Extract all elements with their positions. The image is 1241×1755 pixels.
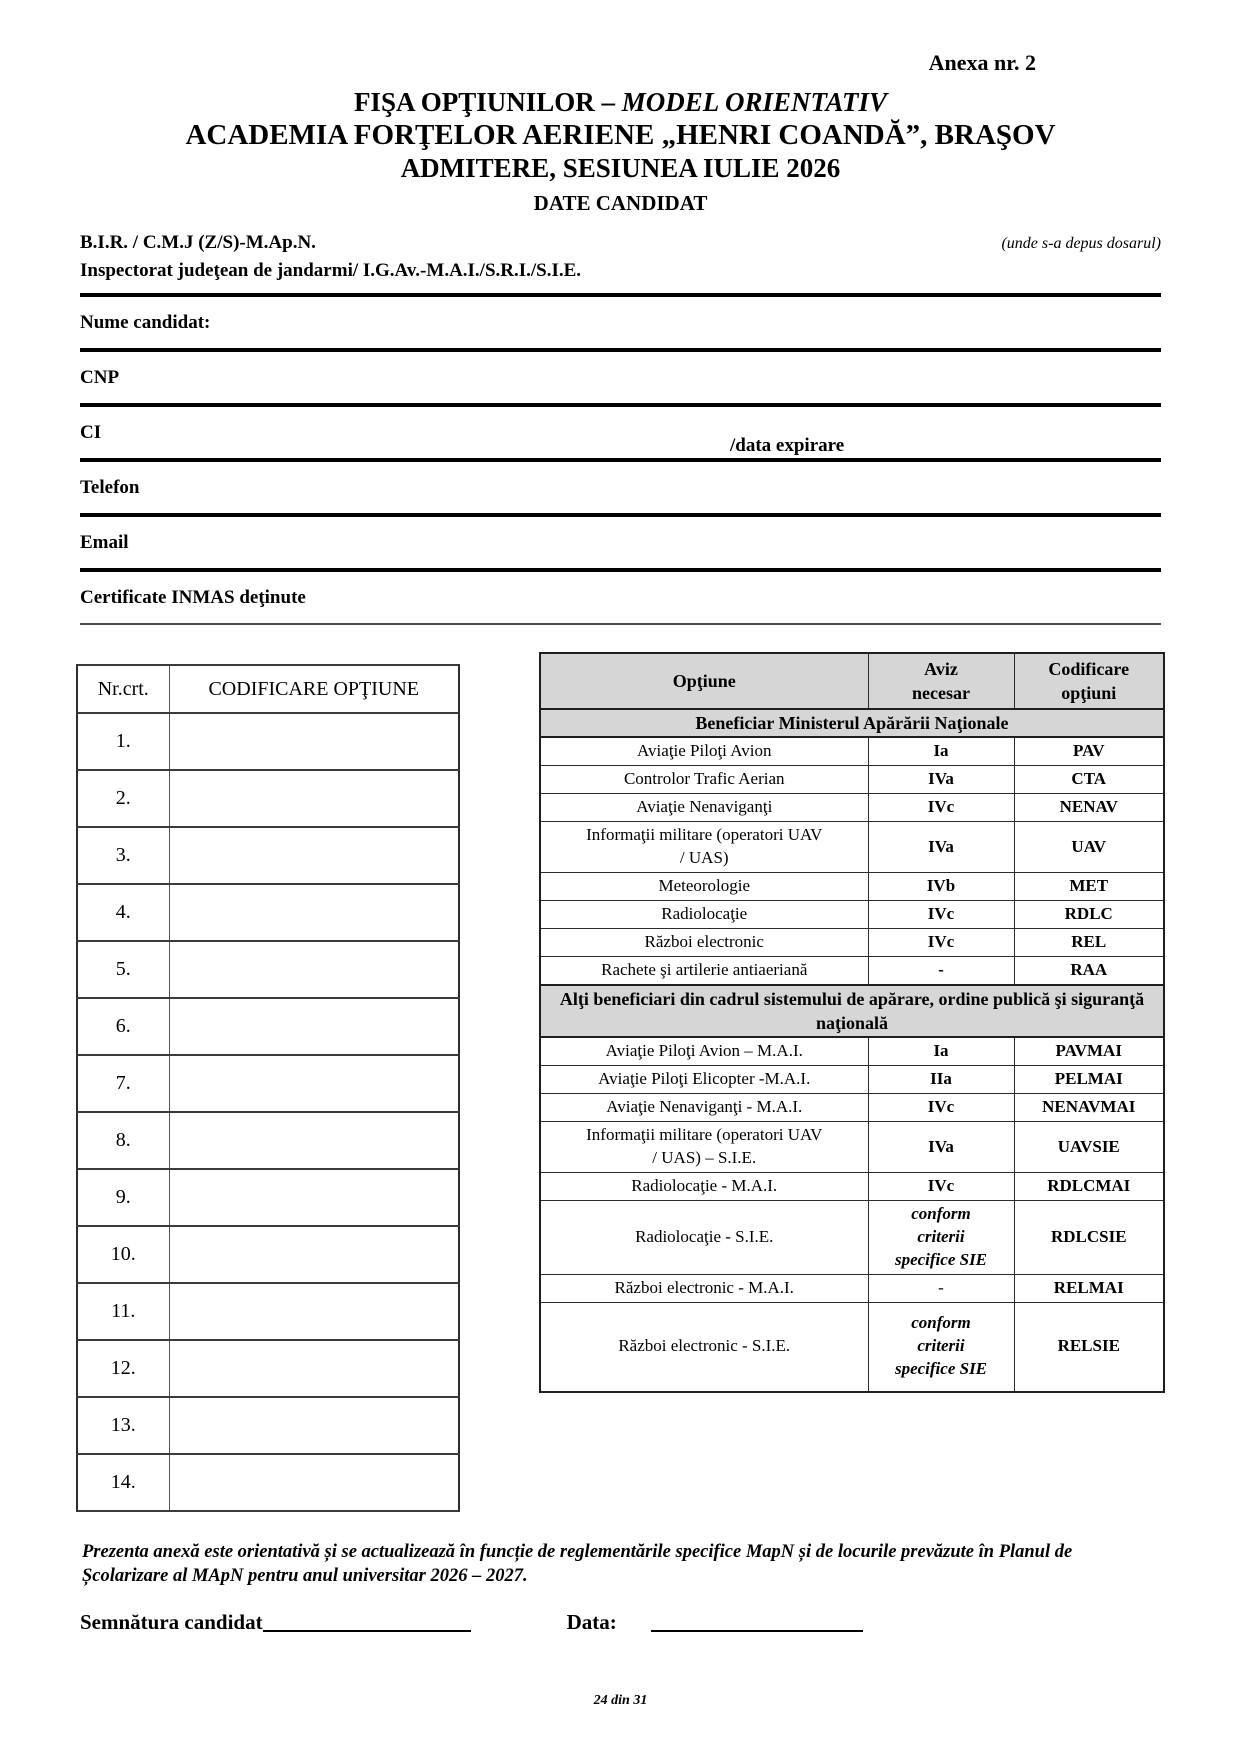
option-slots-table bbox=[76, 664, 460, 1512]
admission-session: ADMITERE, SESIUNEA IULIE 2026 bbox=[400, 153, 841, 183]
phone-blank-line bbox=[80, 513, 1161, 517]
name-field bbox=[80, 310, 1161, 352]
slot-number: 6. bbox=[77, 998, 169, 1055]
name-label: Nume candidat: bbox=[80, 312, 211, 333]
signature-blank-line bbox=[263, 1629, 471, 1632]
slot-code-cell bbox=[169, 713, 459, 770]
code-row-pav: Aviaţie Piloţi Avion Ia PAV bbox=[540, 737, 1164, 765]
orientative-note: Prezenta anexă este orientativă și se actualizează în funcție de reglementările specifice MapN și de locurile prevăzute în Planul de Școlarizare al MApN pentru anul universitar 2026 – 2027. bbox=[82, 1542, 1073, 1586]
date-blank-line bbox=[651, 1629, 863, 1632]
section-header-mapn: Beneficiar Ministerul Apărării Naţionale bbox=[540, 709, 1164, 737]
slot-code-cell bbox=[169, 884, 459, 941]
email-blank-line bbox=[80, 568, 1161, 572]
code-row-met: Meteorologie IVb MET bbox=[540, 872, 1164, 900]
slot-number: 3. bbox=[77, 827, 169, 884]
ci-field bbox=[80, 420, 1161, 462]
cnp-field bbox=[80, 365, 1161, 407]
section-header-other: Alţi beneficiari din cadrul sistemului de apărare, ordine publică şi siguranţă naţională bbox=[540, 985, 1164, 1038]
name-blank-line bbox=[80, 348, 1161, 352]
slot-code-cell bbox=[169, 1397, 459, 1454]
code-row-relmai: Război electronic - M.A.I. - RELMAI bbox=[540, 1274, 1164, 1302]
optiune-header: Opţiune bbox=[540, 653, 868, 709]
slot-number: 7. bbox=[77, 1055, 169, 1112]
slot-number: 10. bbox=[77, 1226, 169, 1283]
option-slot-row bbox=[77, 770, 459, 827]
codificare-optiuni-header: Codificare opţiuni bbox=[1014, 653, 1164, 709]
depository-row bbox=[80, 229, 1161, 257]
depository-label-2: Inspectorat judeţean de jandarmi/ I.G.Av.-M.A.I./S.R.I./S.I.E. bbox=[80, 260, 582, 281]
academy-name: ACADEMIA FORŢELOR AERIENE „HENRI COANDĂ”, BRAŞOV bbox=[185, 119, 1056, 151]
page-number: 24 din 31 bbox=[593, 1693, 648, 1708]
code-row-uav: Informaţii militare (operatori UAV / UAS) IVa UAV bbox=[540, 822, 1164, 873]
code-row-rdlc: Radiolocaţie IVc RDLC bbox=[540, 900, 1164, 928]
code-row-rdlcsie: Radiolocaţie - S.I.E. conform criterii specifice SIE RDLCSIE bbox=[540, 1200, 1164, 1274]
field-rule bbox=[80, 293, 1161, 297]
code-row-relsie: Război electronic - S.I.E. conform criterii specifice SIE RELSIE bbox=[540, 1302, 1164, 1392]
slot-code-cell bbox=[169, 1340, 459, 1397]
slot-code-cell bbox=[169, 1169, 459, 1226]
annex-number: Anexa nr. 2 bbox=[928, 50, 1036, 75]
slot-number: 8. bbox=[77, 1112, 169, 1169]
option-slot-row bbox=[77, 884, 459, 941]
slot-number: 13. bbox=[77, 1397, 169, 1454]
signature-label: Semnătura candidat bbox=[80, 1610, 263, 1634]
slot-code-cell bbox=[169, 941, 459, 998]
slot-code-cell bbox=[169, 1283, 459, 1340]
codificare-optiune-header: CODIFICARE OPŢIUNE bbox=[169, 665, 459, 713]
form-title-model: MODEL ORIENTATIV bbox=[621, 87, 888, 117]
slot-code-cell bbox=[169, 1454, 459, 1511]
option-slot-row bbox=[77, 713, 459, 770]
code-row-pelmai: Aviaţie Piloţi Elicopter -M.A.I. IIa PELMAI bbox=[540, 1066, 1164, 1094]
slot-number: 11. bbox=[77, 1283, 169, 1340]
form-title: FIŞA OPŢIUNILOR – MODEL ORIENTATIV bbox=[353, 87, 888, 117]
document-titles bbox=[0, 86, 1241, 215]
option-slot-row bbox=[77, 827, 459, 884]
code-row-rel: Război electronic IVc REL bbox=[540, 928, 1164, 956]
option-slot-row bbox=[77, 1397, 459, 1454]
inmas-field bbox=[80, 585, 1161, 625]
slot-code-cell bbox=[169, 998, 459, 1055]
depository-hint: (unde s-a depus dosarul) bbox=[1001, 235, 1161, 252]
cnp-label: CNP bbox=[80, 367, 120, 388]
ci-expiry-label: /data expirare bbox=[730, 435, 845, 456]
inmas-blank-line bbox=[80, 623, 1161, 625]
slot-number: 2. bbox=[77, 770, 169, 827]
candidate-data-heading: DATE CANDIDAT bbox=[533, 191, 708, 215]
cnp-blank-line bbox=[80, 403, 1161, 407]
option-slot-row bbox=[77, 1340, 459, 1397]
codes-header-row bbox=[540, 653, 1164, 709]
code-row-raa: Rachete şi artilerie antiaeriană - RAA bbox=[540, 956, 1164, 984]
slot-code-cell bbox=[169, 1055, 459, 1112]
slot-number: 9. bbox=[77, 1169, 169, 1226]
aviz-necesar-header: Aviz necesar bbox=[868, 653, 1014, 709]
email-field bbox=[80, 530, 1161, 572]
ci-label: CI bbox=[80, 422, 102, 443]
slot-number: 4. bbox=[77, 884, 169, 941]
depository-label: B.I.R. / C.M.J (Z/S)-M.Ap.N. bbox=[80, 232, 316, 253]
slot-number: 5. bbox=[77, 941, 169, 998]
slot-number: 1. bbox=[77, 713, 169, 770]
slot-code-cell bbox=[169, 827, 459, 884]
slot-code-cell bbox=[169, 1226, 459, 1283]
slot-number: 14. bbox=[77, 1454, 169, 1511]
phone-field bbox=[80, 475, 1161, 517]
code-row-rdlcmai: Radiolocaţie - M.A.I. IVc RDLCMAI bbox=[540, 1173, 1164, 1201]
option-slot-row bbox=[77, 1283, 459, 1340]
code-row-nenav: Aviaţie Nenaviganţi IVc NENAV bbox=[540, 794, 1164, 822]
code-row-pavmai: Aviaţie Piloţi Avion – M.A.I. Ia PAVMAI bbox=[540, 1037, 1164, 1065]
option-codes-table bbox=[539, 652, 1165, 1393]
code-row-uavsie: Informaţii militare (operatori UAV / UAS) – S.I.E. IVa UAVSIE bbox=[540, 1122, 1164, 1173]
inmas-label: Certificate INMAS deţinute bbox=[80, 587, 306, 608]
slot-code-cell bbox=[169, 770, 459, 827]
nr-crt-header: Nr.crt. bbox=[77, 665, 169, 713]
option-slots-header-row bbox=[77, 665, 459, 713]
option-slot-row bbox=[77, 998, 459, 1055]
ci-blank-line bbox=[80, 458, 1161, 462]
option-slot-row bbox=[77, 1112, 459, 1169]
option-slot-row bbox=[77, 1454, 459, 1511]
code-row-nenavmai: Aviaţie Nenaviganţi - M.A.I. IVc NENAVMAI bbox=[540, 1094, 1164, 1122]
slot-code-cell bbox=[169, 1112, 459, 1169]
tables-area bbox=[76, 652, 1165, 1512]
option-slot-row bbox=[77, 941, 459, 998]
code-row-cta: Controlor Trafic Aerian IVa CTA bbox=[540, 766, 1164, 794]
option-slot-row bbox=[77, 1226, 459, 1283]
slot-number: 12. bbox=[77, 1340, 169, 1397]
option-slot-row bbox=[77, 1169, 459, 1226]
candidate-data-section bbox=[80, 229, 1161, 625]
phone-label: Telefon bbox=[80, 477, 140, 498]
date-label: Data: bbox=[566, 1610, 617, 1634]
email-label: Email bbox=[80, 532, 129, 553]
signature-row bbox=[80, 1610, 1161, 1635]
option-slot-row bbox=[77, 1055, 459, 1112]
